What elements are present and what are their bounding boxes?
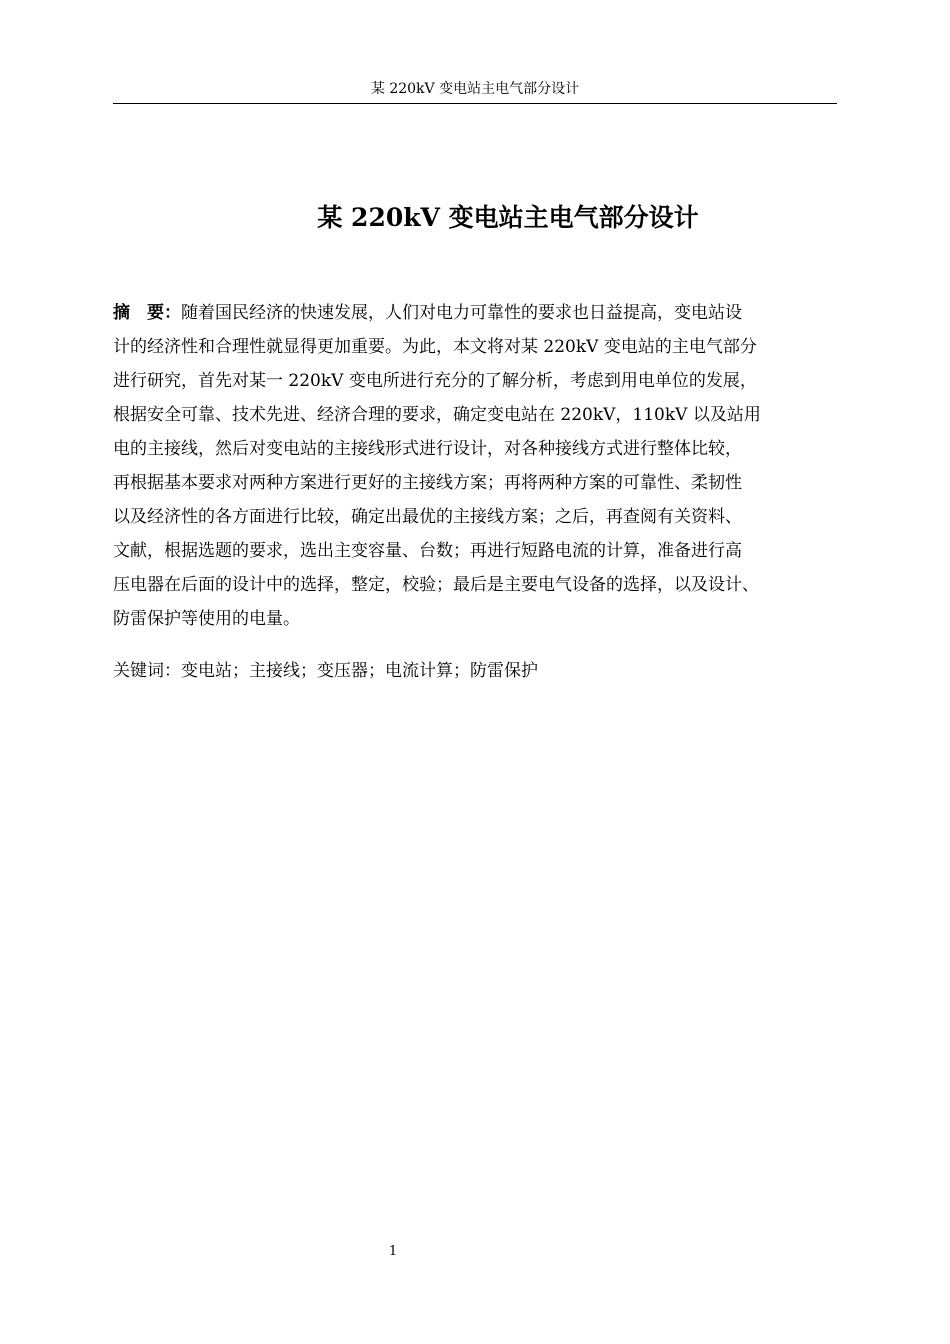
abstract-line: 防雷保护等使用的电量。 (113, 609, 300, 629)
abstract-line: 再根据基本要求对两种方案进行更好的主接线方案；再将两种方案的可靠性、柔韧性 (113, 473, 742, 493)
abstract-line: 以及经济性的各方面进行比较，确定出最优的主接线方案；之后，再查阅有关资料、 (113, 507, 742, 527)
abstract-line: 计的经济性和合理性就显得更加重要。为此，本文将对某 220kV 变电站的主电气部分 (113, 337, 757, 357)
abstract-line-text: 随着国民经济的快速发展，人们对电力可靠性的要求也日益提高，变电站设 (181, 303, 742, 323)
abstract-label: 摘 要： (113, 303, 181, 323)
running-header: 某 220kV 变电站主电气部分设计 (370, 81, 580, 97)
abstract-line: 进行研究，首先对某一 220kV 变电所进行充分的了解分析，考虑到用电单位的发展， (113, 371, 757, 391)
abstract-line: 压电器在后面的设计中的选择，整定，校验；最后是主要电气设备的选择，以及设计、 (113, 575, 759, 595)
abstract-section (113, 296, 853, 636)
document-title: 某 220kV 变电站主电气部分设计 (317, 203, 699, 232)
abstract-line: 电的主接线，然后对变电站的主接线形式进行设计，对各种接线方式进行整体比较， (113, 439, 742, 459)
page-number: 1 (388, 1244, 398, 1259)
abstract-line: 文献，根据选题的要求，选出主变容量、台数；再进行短路电流的计算，准备进行高 (113, 541, 742, 561)
keywords-text: 变电站；主接线；变压器；电流计算；防雷保护 (181, 661, 538, 681)
header-divider (113, 103, 837, 104)
keywords-section (113, 654, 538, 688)
keywords-label: 关键词： (113, 661, 181, 681)
abstract-line: 根据安全可靠、技术先进、经济合理的要求，确定变电站在 220kV，110kV 以及站用 (113, 405, 761, 425)
abstract-line (113, 296, 853, 330)
